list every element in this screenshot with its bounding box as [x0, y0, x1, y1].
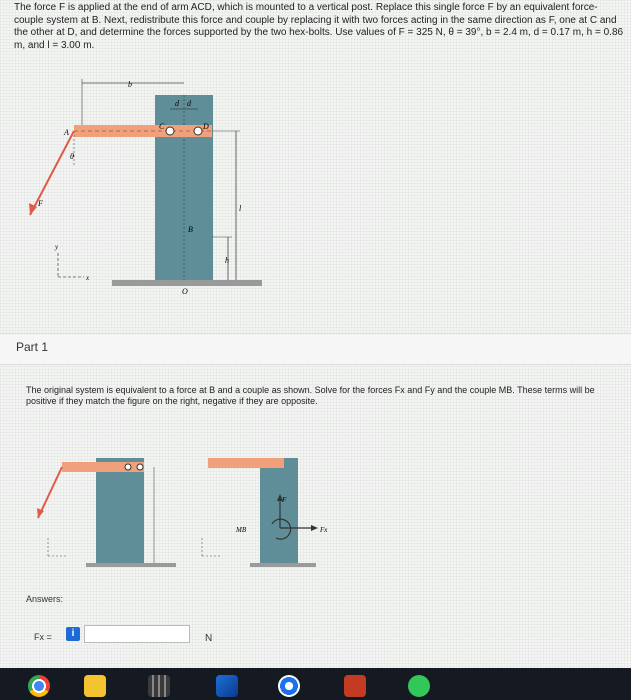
label-o: O	[182, 287, 188, 296]
messages-icon[interactable]	[408, 675, 430, 697]
bolt-c	[166, 127, 174, 135]
chevron-icon[interactable]	[216, 675, 238, 697]
label-d2: d	[187, 99, 191, 108]
force-f-arrow	[30, 131, 74, 215]
label-f: F	[38, 199, 43, 208]
label-fy: F	[282, 496, 287, 504]
fx-unit: N	[205, 633, 213, 644]
label-c: C	[159, 122, 165, 131]
label-fx: Fx	[320, 526, 328, 534]
info-icon[interactable]: i	[66, 627, 80, 641]
label-d: D	[203, 122, 209, 131]
part-header[interactable]	[0, 333, 631, 365]
notes-icon[interactable]	[84, 675, 106, 697]
browser-icon[interactable]	[278, 675, 300, 697]
label-mb: MB	[236, 526, 247, 534]
label-d1: d	[175, 99, 179, 108]
bolt-d	[194, 127, 202, 135]
label-theta: θ	[70, 152, 74, 161]
label-a: A	[64, 128, 69, 137]
arm	[74, 125, 212, 137]
axis-x-label: x	[86, 274, 90, 282]
part1-figure	[24, 428, 344, 578]
ground	[112, 280, 262, 286]
part-title: Part 1	[16, 340, 49, 354]
chrome-icon[interactable]	[28, 675, 50, 697]
problem-statement: The force F is applied at the end of arm ACD, which is mounted to a vertical post. Replace this single force F by an equivalent force-couple system at B. Next, redistribute this force and couple by replacing it with two forces acting in the same direction as F, one at C and the other at D, and determine the forces supported by the two hex-bolts. Use values of F = 325 N, θ = 39°, b = 2.4 m, d = 0.17 m, h = 0.86 m, and l = 3.00 m.	[14, 2, 624, 51]
office-icon[interactable]	[344, 675, 366, 697]
label-h: h	[225, 256, 229, 265]
calculator-icon[interactable]	[148, 675, 170, 697]
fx-input[interactable]	[84, 625, 190, 643]
label-b-point: B	[188, 225, 193, 234]
part-description: The original system is equivalent to a force at B and a couple as shown. Solve for the forces Fx and Fy and the couple MB. These terms will be positive if they match the figure on the right, negative if they are opposite.	[26, 385, 595, 406]
answers-heading: Answers:	[26, 594, 64, 604]
label-l: l	[239, 204, 242, 213]
main-figure	[0, 75, 631, 305]
axis-y-label: y	[55, 243, 59, 251]
label-b: b	[128, 80, 132, 89]
fx-label: Fx =	[34, 632, 52, 642]
